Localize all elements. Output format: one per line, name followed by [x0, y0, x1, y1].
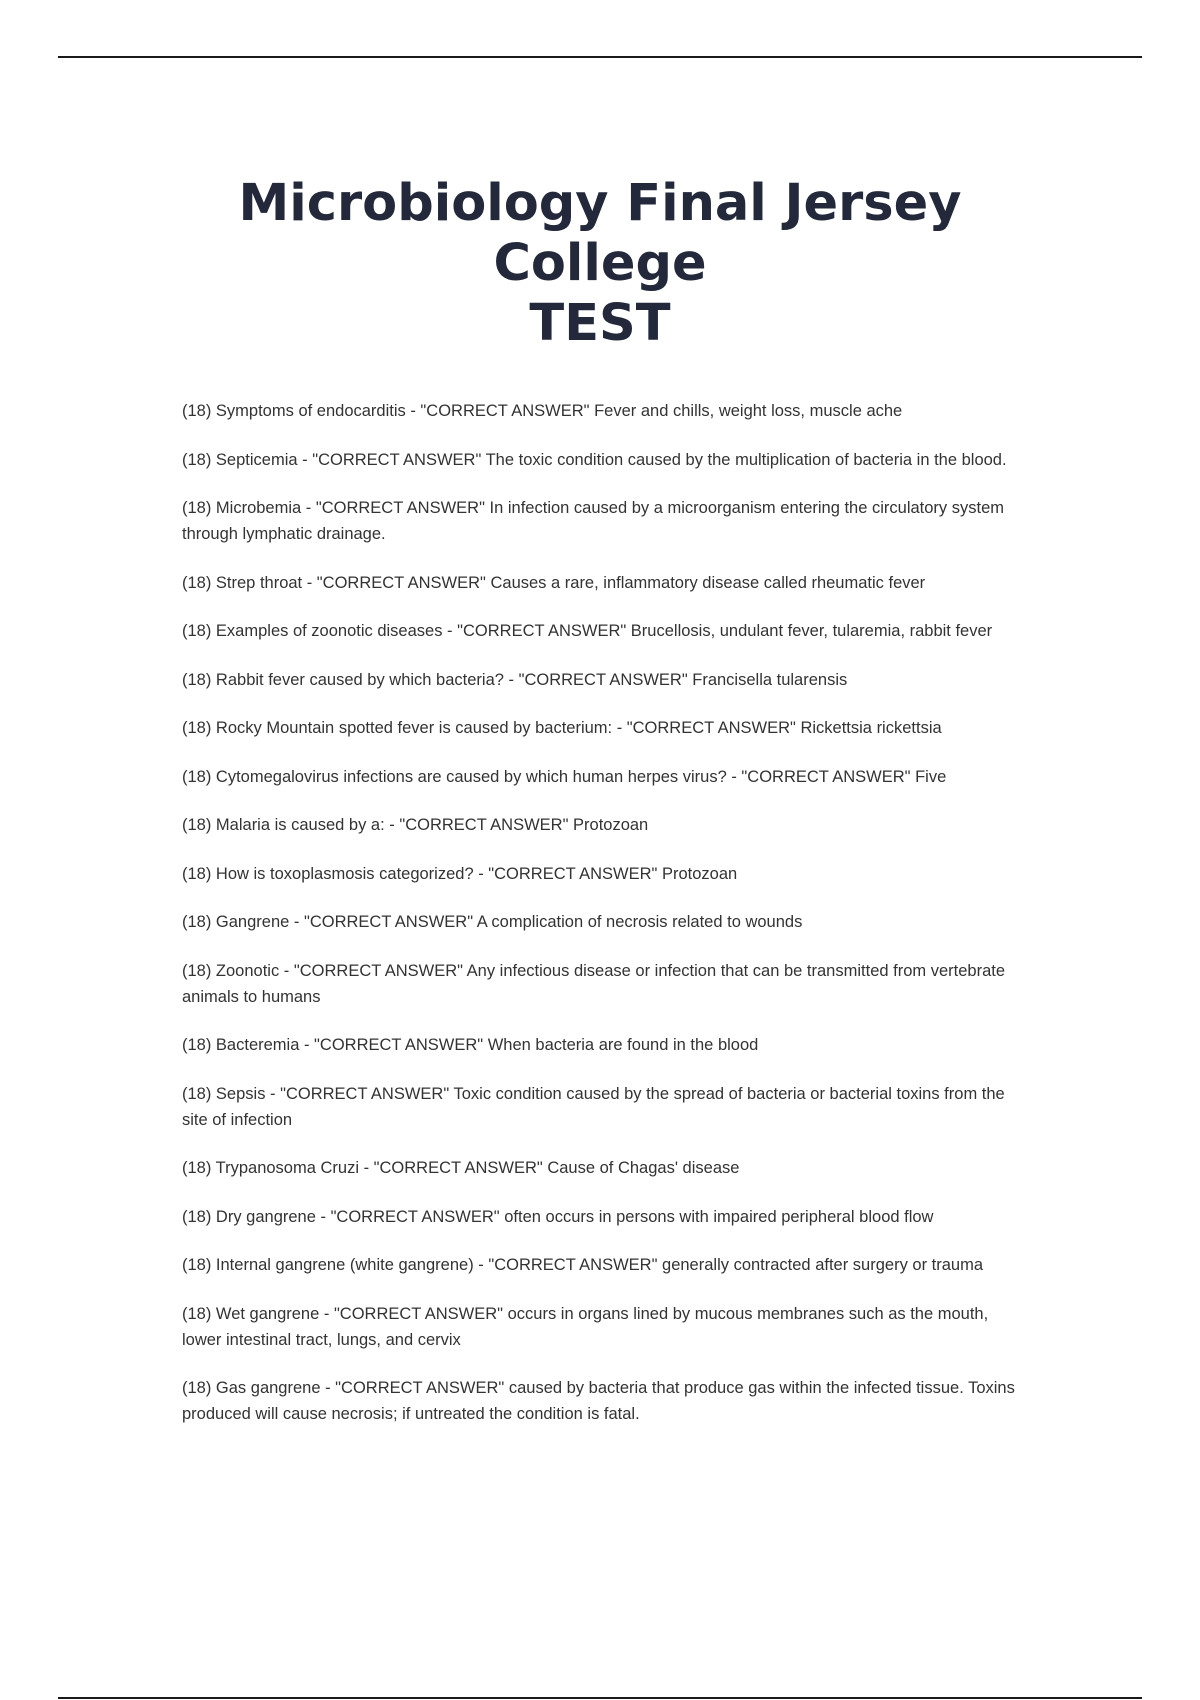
- qa-item-trypanosoma: (18) Trypanosoma Cruzi - "CORRECT ANSWER" Cause of Chagas' disease: [182, 1159, 740, 1177]
- title-line-2: College: [493, 234, 707, 294]
- title-line-1: Microbiology Final Jersey: [238, 174, 962, 234]
- qa-item-strep-throat: (18) Strep throat - "CORRECT ANSWER" Causes a rare, inflammatory disease called rheumatic fever: [182, 573, 926, 592]
- qa-item-endocarditis: (18) Symptoms of endocarditis - "CORRECT ANSWER" Fever and chills, weight loss, muscle ache: [182, 402, 903, 420]
- title-line-3: TEST: [529, 294, 671, 354]
- document-title: [100, 174, 1100, 354]
- qa-item-toxoplasmosis: (18) How is toxoplasmosis categorized? - "CORRECT ANSWER" Protozoan: [182, 864, 738, 883]
- qa-item-sepsis: (18) Sepsis - "CORRECT ANSWER" Toxic condition caused by the spread of bacteria or bacterial toxins from the site of infection: [182, 1084, 1005, 1129]
- qa-item-rabbit-fever: (18) Rabbit fever caused by which bacteria? - "CORRECT ANSWER" Francisella tularensis: [182, 670, 848, 689]
- qa-item-zoonotic-examples: (18) Examples of zoonotic diseases - "CORRECT ANSWER" Brucellosis, undulant fever, tularemia, rabbit fever: [182, 622, 993, 640]
- qa-item-wet-gangrene: (18) Wet gangrene - "CORRECT ANSWER" occurs in organs lined by mucous membranes such as the mouth, lower intestinal tract, lungs, and cervix: [182, 1304, 989, 1349]
- qa-item-microbemia: (18) Microbemia - "CORRECT ANSWER" In infection caused by a microorganism entering the circulatory system through lymphatic drainage.: [182, 499, 1005, 543]
- qa-item-gangrene: (18) Gangrene - "CORRECT ANSWER" A complication of necrosis related to wounds: [182, 913, 803, 931]
- qa-item-bacteremia: (18) Bacteremia - "CORRECT ANSWER" When bacteria are found in the blood: [182, 1036, 759, 1054]
- qa-item-malaria: (18) Malaria is caused by a: - "CORRECT ANSWER" Protozoan: [182, 816, 649, 834]
- qa-item-internal-gangrene: (18) Internal gangrene (white gangrene) - "CORRECT ANSWER" generally contracted after surgery or trauma: [182, 1256, 984, 1274]
- bottom-divider: [58, 1697, 1142, 1699]
- qa-item-cytomegalovirus: (18) Cytomegalovirus infections are caused by which human herpes virus? - "CORRECT ANSWER" Five: [182, 767, 947, 786]
- top-divider: [58, 56, 1142, 58]
- qa-item-zoonotic: (18) Zoonotic - "CORRECT ANSWER" Any infectious disease or infection that can be transmitted from vertebrate animals to humans: [182, 961, 1006, 1006]
- qa-item-gas-gangrene: (18) Gas gangrene - "CORRECT ANSWER" caused by bacteria that produce gas within the infected tissue. Toxins produced will cause necrosis; if untreated the condition is fatal.: [182, 1379, 1015, 1423]
- qa-item-rocky-mountain: (18) Rocky Mountain spotted fever is caused by bacterium: - "CORRECT ANSWER" Rickettsia rickettsia: [182, 719, 942, 737]
- question-answer-list: [182, 398, 1022, 1450]
- qa-item-dry-gangrene: (18) Dry gangrene - "CORRECT ANSWER" often occurs in persons with impaired peripheral blood flow: [182, 1207, 934, 1226]
- qa-item-septicemia: (18) Septicemia - "CORRECT ANSWER" The toxic condition caused by the multiplication of bacteria in the blood.: [182, 450, 1007, 469]
